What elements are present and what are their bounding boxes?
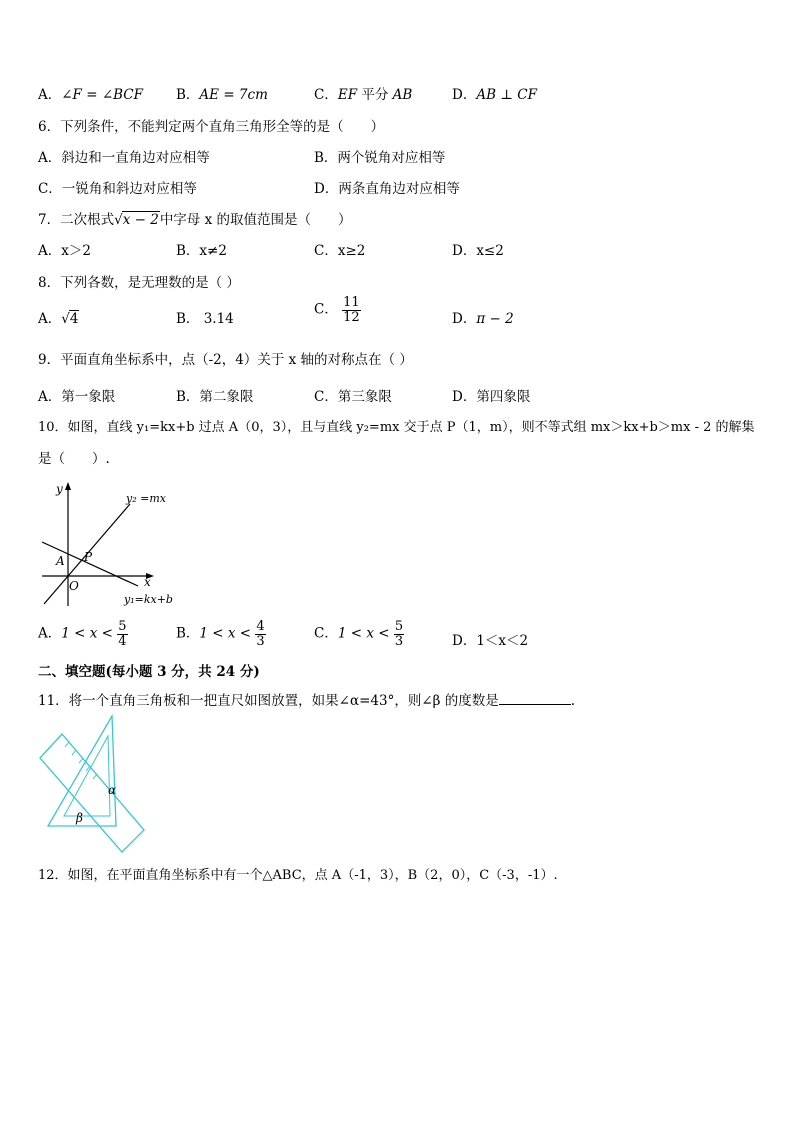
q7-option-a: A．x＞2 (38, 243, 91, 259)
q6-stem: 6．下列条件，不能判定两个直角三角形全等的是（ ） (38, 119, 385, 135)
q10-option-d: D．1＜x＜2 (452, 633, 529, 649)
q8-option-d: D．π − 2 (452, 311, 514, 327)
triangle (48, 716, 116, 826)
q9-stem: 9．平面直角坐标系中，点（-2，4）关于 x 轴的对称点在（ ） (38, 352, 413, 368)
q9-option-a: A．第一象限 (38, 389, 116, 405)
q10-stem-line2: 是（ ）. (38, 451, 110, 467)
q8-option-a: A．√4 (38, 311, 79, 327)
q8-option-c: C． $\frac{11}{12}$ (314, 295, 360, 325)
ruler (40, 734, 144, 852)
q10-stem-line1: 10．如图，直线 y₁=kx+b 过点 A（0，3），且与直线 y₂=mx 交于点 P（1，m），则不等式组 mx＞kx+b＞mx - 2 的解集 (38, 420, 755, 435)
beta-label: β (76, 811, 83, 825)
q5-option-a: A．∠F = ∠BCF (38, 87, 144, 103)
q10-option-c: C．1 < x < $\frac{5}{3}$ (314, 619, 404, 649)
q8-stem: 8．下列各数，是无理数的是（ ） (38, 275, 240, 291)
triangle-inner (64, 736, 110, 816)
label-a: A (56, 554, 65, 568)
q12-stem: 12．如图，在平面直角坐标系中有一个△ABC，点 A（-1，3），B（2，0），C（-3，-1）. (38, 868, 558, 883)
q10-option-b: B．1 < x < $\frac{4}{3}$ (176, 619, 265, 649)
answer-blank (499, 692, 571, 705)
q6-option-b: B．两个锐角对应相等 (314, 150, 446, 166)
q5-option-c: C．EF 平分 AB (314, 87, 413, 103)
sqrt-icon: √ (61, 311, 70, 327)
q7-option-b: B．x≠2 (176, 243, 227, 259)
q5-option-b: B．AE = 7cm (176, 87, 268, 103)
q7-stem: 7．二次根式√x − 2中字母 x 的取值范围是（ ） (38, 212, 352, 228)
label-x: x (144, 575, 151, 589)
label-line2: y₂ =mx (126, 492, 166, 505)
q10-figure (36, 478, 186, 610)
q11-figure (36, 712, 148, 854)
label-y: y (56, 482, 63, 496)
q9-option-b: B．第二象限 (176, 389, 254, 405)
q11-stem: 11．将一个直角三角板和一把直尺如图放置，如果∠α=43°，则∠β 的度数是 . (38, 693, 576, 709)
q9-option-c: C．第三象限 (314, 389, 392, 405)
section-title: 二、填空题(每小题 3 分，共 24 分) (38, 664, 260, 680)
q9-option-d: D．第四象限 (452, 389, 531, 405)
q10-option-a: A．1 < x < $\frac{5}{4}$ (38, 619, 127, 649)
label-line1: y₁=kx+b (124, 593, 173, 606)
q5-option-d: D．AB ⊥ CF (452, 87, 537, 103)
label-p: P (84, 550, 93, 564)
sqrt-icon: √ (114, 212, 123, 228)
q8-option-b: B． 3.14 (176, 311, 234, 327)
alpha-label: α (108, 783, 117, 797)
y-axis-arrow-icon (65, 482, 71, 490)
q7-option-d: D．x≤2 (452, 243, 504, 259)
q6-option-d: D．两条直角边对应相等 (314, 181, 460, 197)
q7-option-c: C．x≥2 (314, 243, 366, 259)
label-o: O (69, 579, 79, 593)
q6-option-a: A．斜边和一直角边对应相等 (38, 150, 210, 166)
q6-option-c: C．一锐角和斜边对应相等 (38, 181, 197, 197)
